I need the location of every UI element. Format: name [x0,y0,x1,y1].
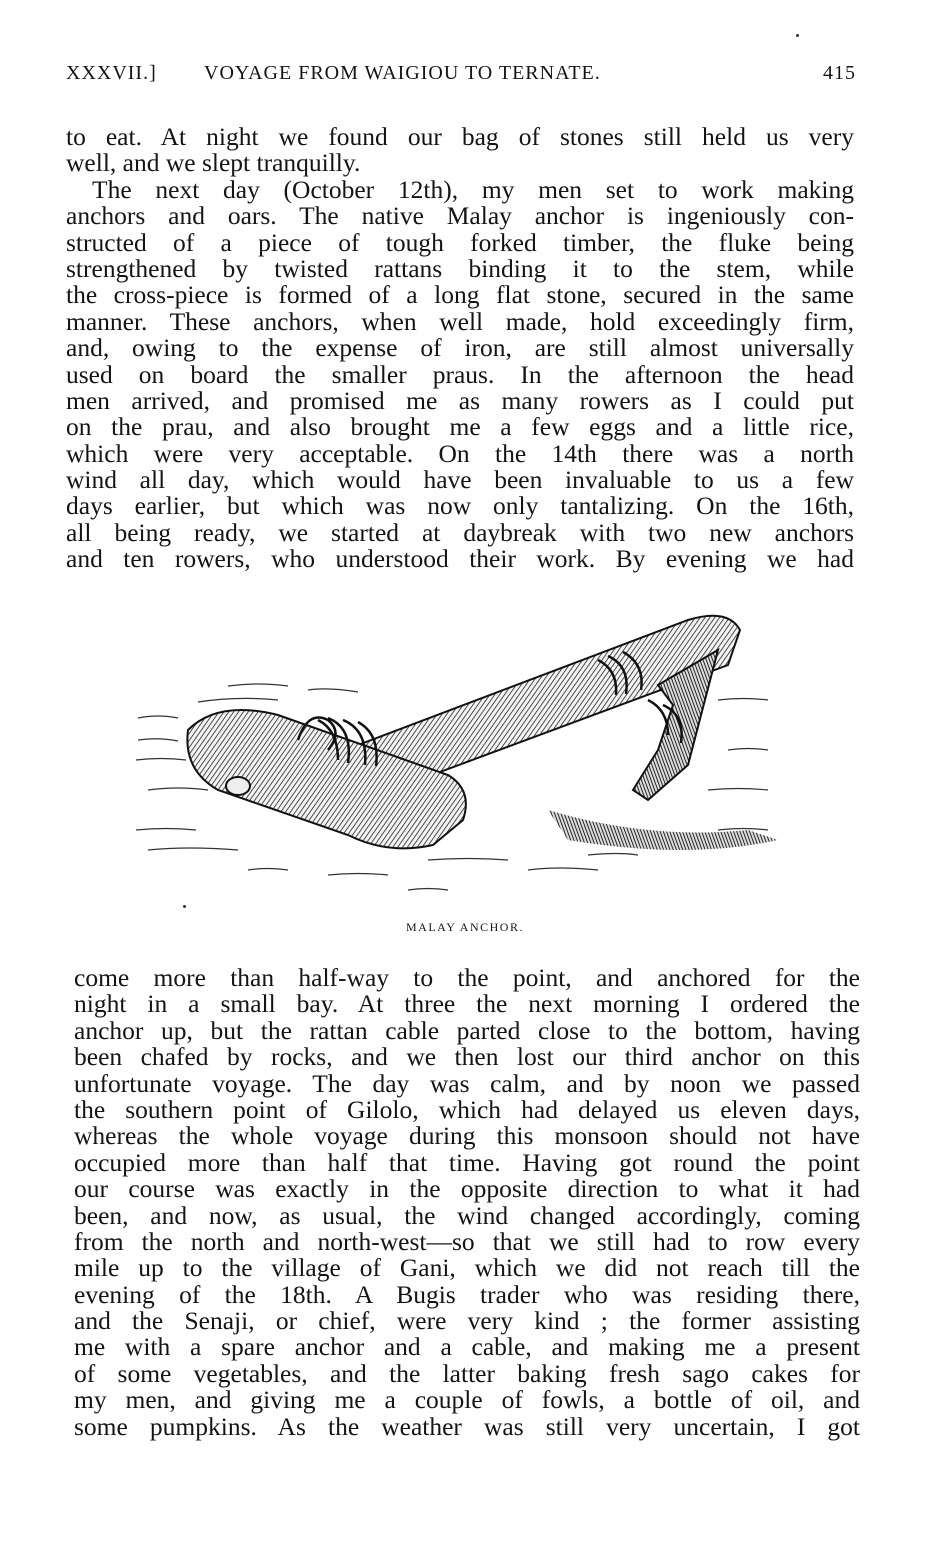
text-line: and ten rowers, who understood their work. By evening we had [66,544,854,574]
text-line: men arrived, and promised me as many rowers as I could put [66,385,854,415]
figure-caption: MALAY ANCHOR. [406,920,524,934]
text-line: all being ready, we started at daybreak with two new anchors [66,517,854,547]
page-header [66,62,856,92]
text-line: our course was exactly in the opposite direction to what it had [74,1174,860,1204]
text-line: unfortunate voyage. The day was calm, and by noon we passed [74,1068,860,1098]
paragraph-block-bottom [74,965,860,1440]
text-line: from the north and north-west—so that we still had to row every [74,1226,860,1256]
text-line: come more than half-way to the point, and anchored for the [74,963,860,992]
text-line: wind all day, which would have been invaluable to us a few [66,465,854,495]
text-line: which were very acceptable. On the 14th there was a north [66,438,854,468]
text-line: strengthened by twisted rattans binding it to the stem, while [66,253,854,283]
malay-anchor-illustration [128,590,798,910]
text-line: mile up to the village of Gani, which we did not reach till the [74,1253,860,1283]
text-line: me with a spare anchor and a cable, and making me a present [74,1332,860,1362]
text-line: some pumpkins. As the weather was still very uncertain, I got [74,1411,860,1441]
stem-end [226,777,250,795]
text-line: The next day (October 12th), my men set to work making [92,174,854,204]
text-line: evening of the 18th. A Bugis trader who was residing there, [74,1279,860,1309]
text-line: and, owing to the expense of iron, are still almost universally [66,333,854,363]
text-line: been chafed by rocks, and we then lost our third anchor on this [74,1042,860,1072]
text-line: to eat. At night we found our bag of stones still held us very [66,122,854,151]
text-line: well, and we slept tranquilly. [66,148,361,178]
speck-dot [183,905,186,908]
chapter-number: XXXVII.] [66,62,157,84]
text-line: my men, and giving me a couple of fowls, a bottle of oil, and [74,1385,860,1415]
text-line: manner. These anchors, when well made, hold exceedingly firm, [66,306,854,336]
text-line: night in a small bay. At three the next morning I ordered the [74,989,860,1019]
text-line: the cross-piece is formed of a long flat stone, secured in the same [66,280,854,310]
text-line: and the Senaji, or chief, were very kind ; the former assisting [74,1306,860,1336]
text-line: anchors and oars. The native Malay anchor is ingeniously con- [66,201,854,231]
text-line: whereas the whole voyage during this monsoon should not have [74,1121,860,1151]
anchor-shadow [548,810,778,850]
text-line: the southern point of Gilolo, which had delayed us eleven days, [74,1094,860,1124]
text-line: on the prau, and also brought me a few eggs and a little rice, [66,412,854,442]
text-line: used on board the smaller praus. In the afternoon the head [66,359,854,389]
speck-dot [796,34,799,37]
text-line: been, and now, as usual, the wind changed accordingly, coming [74,1200,860,1230]
anchor-engraving-icon [128,590,798,910]
text-line: anchor up, but the rattan cable parted close to the bottom, having [74,1015,860,1045]
text-line: occupied more than half that time. Having got round the point [74,1147,860,1177]
text-line: structed of a piece of tough forked timber, the fluke being [66,227,854,257]
running-title: VOYAGE FROM WAIGIOU TO TERNATE. [204,62,601,84]
text-line: days earlier, but which was now only tantalizing. On the 16th, [66,491,854,521]
page-number: 415 [823,62,856,84]
text-line: of some vegetables, and the latter baking fresh sago cakes for [74,1358,860,1388]
paragraph-block-top [66,124,854,573]
